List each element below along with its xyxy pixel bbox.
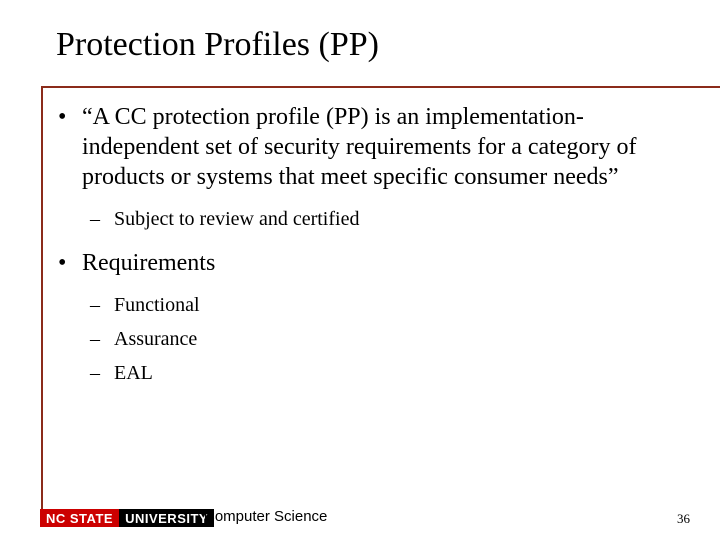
logo-nc-state: NC STATE	[40, 509, 119, 527]
sub-bullet-text: Functional	[114, 294, 200, 316]
bullet-item	[58, 248, 698, 278]
bullet-text: “A CC protection profile (PP) is an implementation-independent set of security requirements for a category of products or systems that meet specific consumer needs”	[82, 104, 637, 190]
page-number: 36	[677, 511, 690, 526]
sub-bullet-item	[58, 356, 698, 390]
sub-bullet-item	[58, 288, 698, 322]
slide-content	[58, 102, 698, 390]
sub-bullet-marker: –	[90, 208, 100, 230]
sub-bullet-item	[58, 202, 698, 236]
logo-university: UNIVERSITY	[119, 509, 214, 527]
slide-title: Protection Profiles (PP)	[56, 26, 379, 63]
sub-bullet-text: Subject to review and certified	[114, 208, 360, 230]
sub-bullet-marker: –	[90, 328, 100, 350]
sub-bullet-item	[58, 322, 698, 356]
sub-bullet-text: EAL	[114, 362, 153, 384]
bullet-marker: •	[58, 104, 67, 130]
sub-bullet-text: Assurance	[114, 328, 198, 350]
university-logo	[40, 509, 214, 527]
sub-bullet-marker: –	[90, 294, 100, 316]
left-border-line	[41, 86, 43, 510]
bullet-marker: •	[58, 250, 67, 276]
title-divider	[41, 86, 720, 88]
sub-bullet-marker: –	[90, 362, 100, 384]
bullet-item	[58, 102, 698, 192]
department-name: Computer Science	[204, 508, 328, 525]
bullet-text: Requirements	[82, 250, 216, 276]
